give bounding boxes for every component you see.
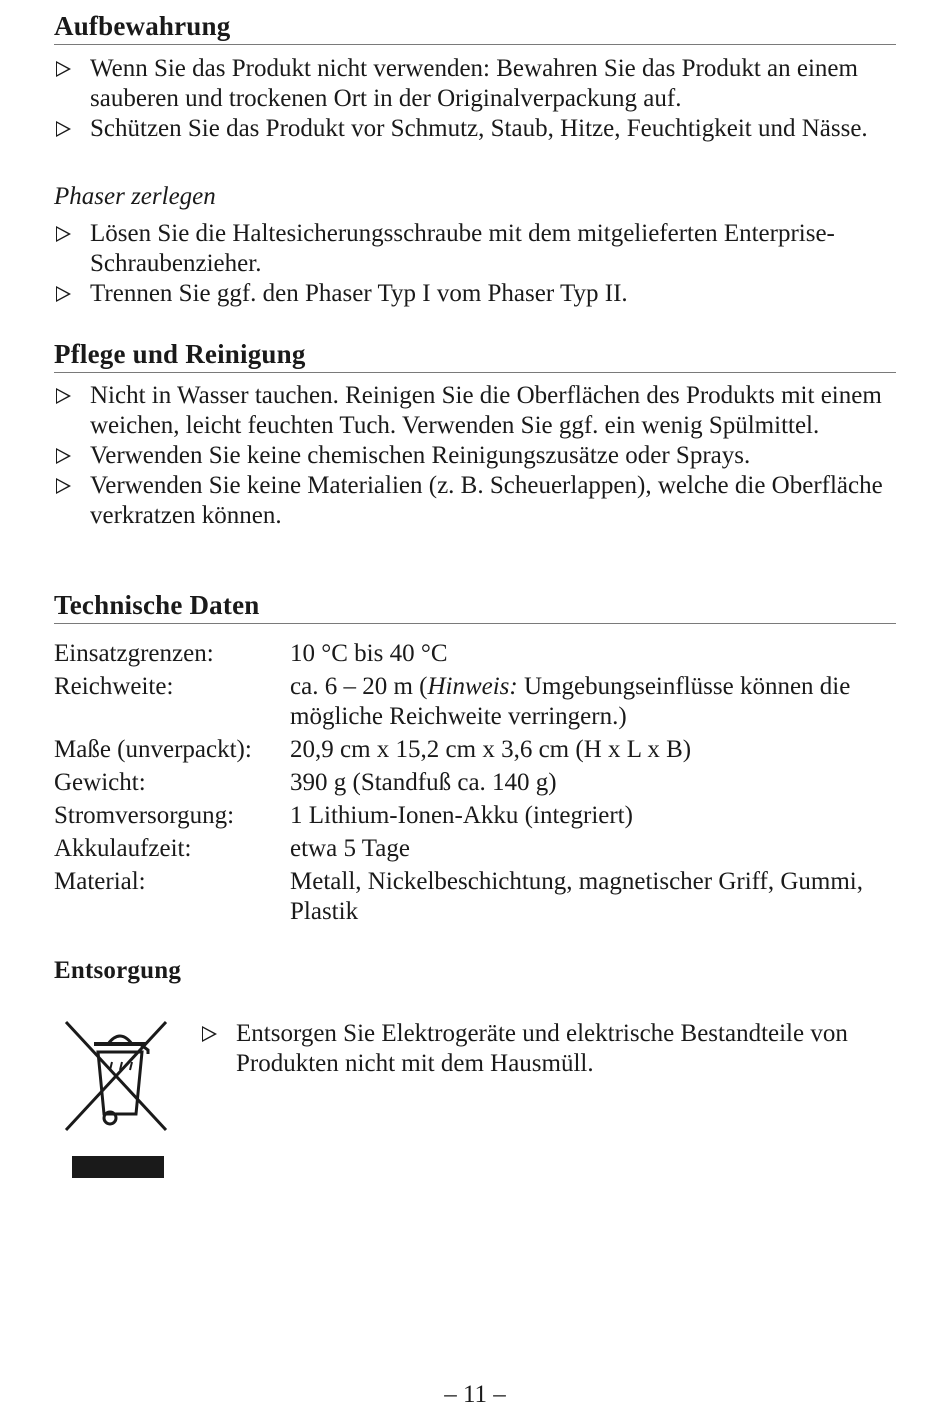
spec-label: Maße (unverpackt): [54,736,252,763]
list-item: Entsorgen Sie Elektrogeräte und elektrische Bestandteile von Produkten nicht mit dem Hausmüll. [200,1019,896,1079]
heading-specs: Technische Daten [54,589,896,624]
bullet-triangle-icon [202,1026,217,1042]
spec-label: Reichweite: [54,673,174,700]
crossed-out-wheelie-bin-icon [62,1018,174,1180]
list-item: Trennen Sie ggf. den Phaser Typ I vom Phaser Typ II. [54,279,896,309]
page-number: – 11 – [444,1381,506,1408]
list-item: Schützen Sie das Produkt vor Schmutz, Staub, Hitze, Feuchtigkeit und Nässe. [54,114,896,144]
disposal-list [200,1019,896,1079]
storage-list [54,54,896,144]
heading-care: Pflege und Reinigung [54,338,896,373]
table-row [54,639,896,669]
bullet-triangle-icon [56,61,71,77]
spec-table [54,639,896,927]
spec-label: Stromversorgung: [54,802,235,829]
table-row [54,765,896,798]
table-row [54,798,896,831]
table-row [54,864,896,927]
bullet-triangle-icon [56,478,71,494]
spec-label: Material: [54,868,146,895]
disassembly-list [54,219,896,309]
bullet-triangle-icon [56,226,71,242]
table-row [54,732,896,765]
spec-value: 10 °C bis 40 °C [290,640,448,667]
list-item: Wenn Sie das Produkt nicht verwenden: Bewahren Sie das Produkt an einem sauberen und trockenen Ort in der Originalverpackung auf. [54,54,896,114]
spec-value: ca. 6 – 20 m (Hinweis: Umgebungseinflüsse können die mögliche Reichweite verringern.) [290,673,851,730]
bullet-triangle-icon [56,388,71,404]
spec-label: Gewicht: [54,769,146,796]
table-row [54,669,896,732]
bullet-triangle-icon [56,286,71,302]
list-item: Lösen Sie die Haltesicherungsschraube mit dem mitgelieferten Enterprise-Schraubenzieher. [54,219,896,279]
list-item: Verwenden Sie keine chemischen Reinigungszusätze oder Sprays. [54,441,896,471]
spec-label: Einsatzgrenzen: [54,640,214,667]
heading-disposal: Entsorgung [54,957,182,984]
bullet-triangle-icon [56,448,71,464]
spec-value: etwa 5 Tage [290,835,410,862]
spec-value: 20,9 cm x 15,2 cm x 3,6 cm (H x L x B) [290,736,692,763]
spec-value: 1 Lithium-Ionen-Akku (integriert) [290,802,633,829]
spec-label: Akkulaufzeit: [54,835,192,862]
heading-storage: Aufbewahrung [54,10,896,45]
spec-value: 390 g (Standfuß ca. 140 g) [290,769,557,796]
bullet-triangle-icon [56,121,71,137]
list-item: Nicht in Wasser tauchen. Reinigen Sie die Oberflächen des Produkts mit einem weichen, leicht feuchten Tuch. Verwenden Sie ggf. ein wenig Spülmittel. [54,381,896,441]
spec-value: Metall, Nickelbeschichtung, magnetischer Griff, Gummi, Plastik [290,868,863,925]
care-list [54,381,896,531]
table-row [54,831,896,864]
subheading-phaser: Phaser zerlegen [54,183,216,210]
list-item: Verwenden Sie keine Materialien (z. B. Scheuerlappen), welche die Oberfläche verkratzen können. [54,471,896,531]
note-label: Hinweis: [427,673,518,700]
